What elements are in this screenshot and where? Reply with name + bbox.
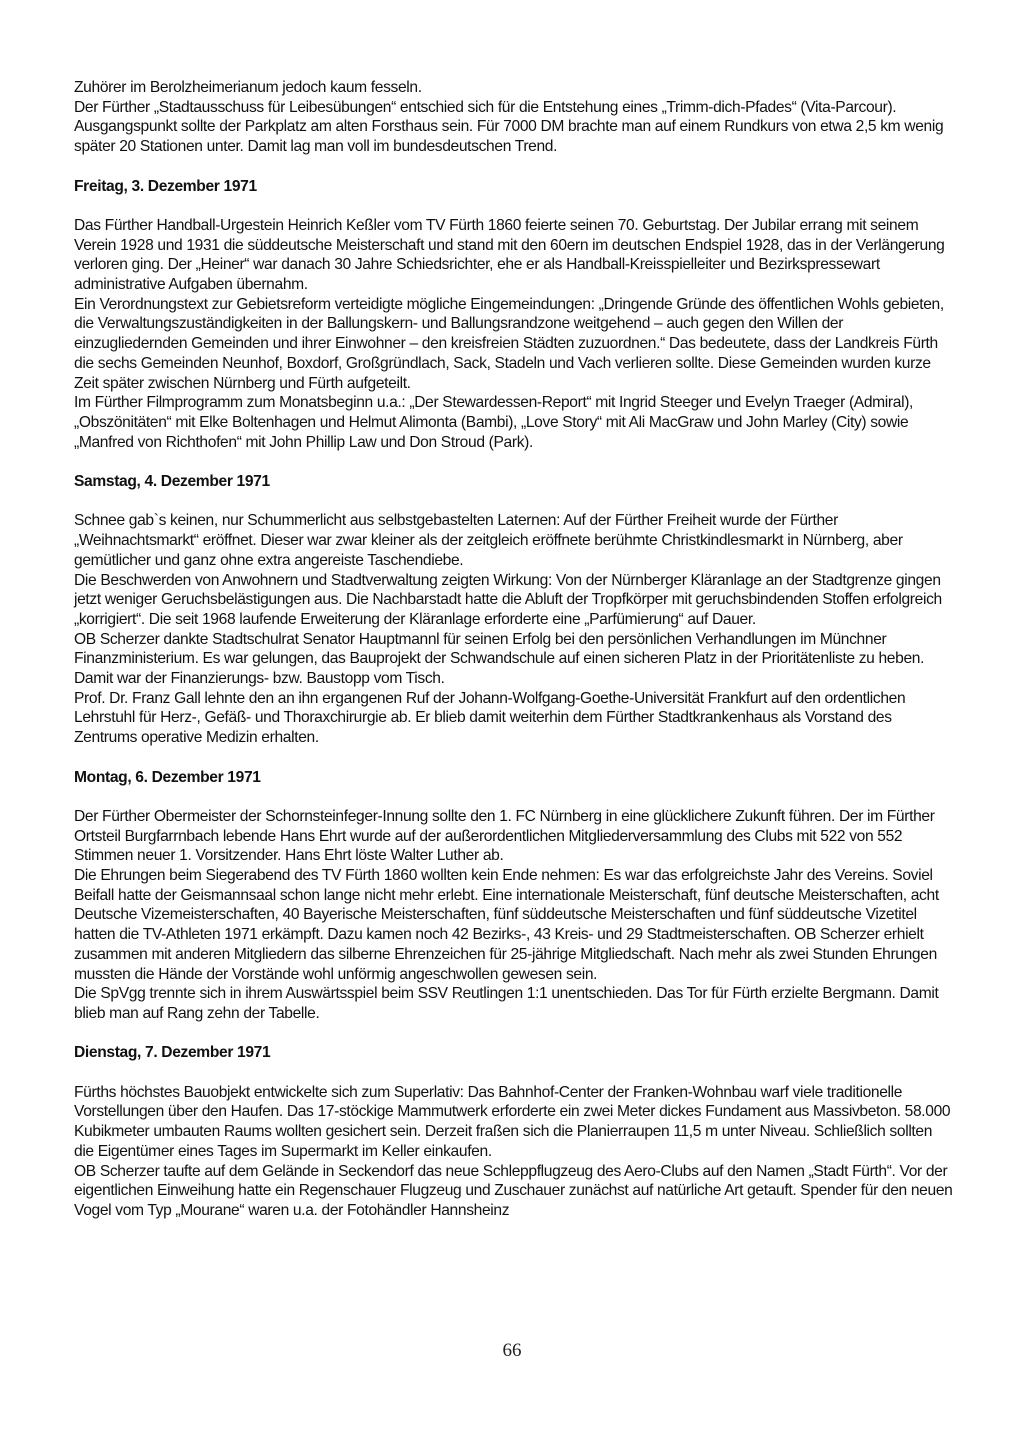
section-dienstag — [74, 1043, 954, 1220]
paragraph: Die Ehrungen beim Siegerabend des TV Fürth 1860 wollten kein Ende nehmen: Es war das erfolgreichste Jahr des Vereins. Soviel Beifall hatte der Geismannsaal schon lange nicht mehr erlebt. Eine internationale Meisterschaft, fünf deutsche Meisterschaften, acht Deutsche Vizemeisterschaften, 40 Bayerische Meisterschaften, fünf süddeutsche Meisterschaften und fünf süddeutsche Vizetitel hatten die TV-Athleten 1971 erkämpft. Dazu kamen noch 42 Bezirks-, 43 Kreis- und 29 Stadtmeisterschaften. OB Scherzer erhielt zusammen mit anderen Mitgliedern das silberne Ehrenzeichen für 25-jährige Mitgliedschaft. Nach mehr als zwei Stunden Ehrungen mussten die Hände der Vorstände wohl unförmig angeschwollen gewesen sein. — [74, 867, 939, 983]
document-body — [74, 78, 954, 1221]
section-heading: Samstag, 4. Dezember 1971 — [74, 473, 270, 491]
paragraph: Schnee gab`s keinen, nur Schummerlicht aus selbstgebastelten Laternen: Auf der Fürther Freiheit wurde der Fürther „Weihnachtsmarkt“ eröffnet. Dieser war zwar kleiner als der zeitgleich eröffnete berühmte Christkindlesmarkt in Nürnberg, aber gemütlicher und ganz ohne extra angereiste Taschendiebe. — [74, 512, 903, 569]
paragraph: Die SpVgg trennte sich in ihrem Auswärtsspiel beim SSV Reutlingen 1:1 unentschieden. Das Tor für Fürth erzielte Bergmann. Damit blieb man auf Rang zehn der Tabelle. — [74, 985, 939, 1022]
paragraph: Der Fürther „Stadtausschuss für Leibesübungen“ entschied sich für die Entstehung eines „Trimm-dich-Pfades“ (Vita-Parcour). Ausgangspunkt sollte der Parkplatz am alten Forsthaus sein. Für 7000 DM brachte man auf einem Rundkurs von etwa 2,5 km wenig später 20 Stationen unter. Damit lag man voll im bundesdeutschen Trend. — [74, 98, 944, 156]
section-samstag — [74, 472, 954, 748]
section-heading: Montag, 6. Dezember 1971 — [74, 768, 261, 786]
paragraph: Das Fürther Handball-Urgestein Heinrich Keßler vom TV Fürth 1860 feierte seinen 70. Geburtstag. Der Jubilar errang mit seinem Verein 1928 und 1931 die süddeutsche Meisterschaft und stand mit den 60ern im deutschen Endspiel 1928, das in der Verlängerung verloren ging. Der „Heiner“ war danach 30 Jahre Schiedsrichter, ehe er als Handball-Kreisspielleiter und Bezirkspressewart administrative Aufgaben übernahm. — [74, 216, 945, 293]
section-freitag — [74, 177, 954, 453]
paragraph: Fürths höchstes Bauobjekt entwickelte sich zum Superlativ: Das Bahnhof-Center der Franken-Wohnbau warf viele traditionelle Vorstellungen über den Haufen. Das 17-stöckige Mammutwerk erforderte ein zwei Meter dickes Fundament aus Massivbeton. 58.000 Kubikmeter umbauten Raums wollten gesichert sein. Derzeit fraßen sich die Planierraupen 11,5 m unter Niveau. Schließlich sollten die Eigentümer eines Tages im Supermarkt im Keller einkaufen. — [74, 1083, 951, 1160]
section-montag — [74, 768, 954, 1024]
paragraph: Der Fürther Obermeister der Schornsteinfeger-Innung sollte den 1. FC Nürnberg in eine glücklichere Zukunft führen. Der im Fürther Ortsteil Burgfarrnbach lebende Hans Ehrt wurde auf der außerordentlichen Mitgliederversammlung des Clubs mit 522 von 552 Stimmen neuer 1. Vorsitzender. Hans Ehrt löste Walter Luther ab. — [74, 807, 935, 865]
paragraph: Im Fürther Filmprogramm zum Monatsbeginn u.a.: „Der Stewardessen-Report“ mit Ingrid Steeger und Evelyn Traeger (Admiral), „Obszönitäten“ mit Elke Boltenhagen und Helmut Alimonta (Bambi), „Love Story“ mit Ali MacGraw und John Marley (City) sowie „Manfred von Richthofen“ mit John Phillip Law und Don Stroud (Park). — [74, 394, 914, 451]
paragraph: Zuhörer im Berolzheimerianum jedoch kaum fesseln. — [74, 79, 422, 96]
paragraph: Die Beschwerden von Anwohnern und Stadtverwaltung zeigten Wirkung: Von der Nürnberger Kläranlage an der Stadtgrenze gingen jetzt weniger Geruchsbelästigungen aus. Die Nachbarstadt hatte die Abluft der Tropfkörper mit geruchsbindenden Stoffen erfolgreich „korrigiert“. Die seit 1968 laufende Erweiterung der Kläranlage erforderte eine „Parfümierung“ auf Dauer. — [74, 571, 942, 628]
paragraph: OB Scherzer taufte auf dem Gelände in Seckendorf das neue Schleppflugzeug des Aero-Clubs auf den Namen „Stadt Fürth“. Vor der eigentlichen Einweihung hatte ein Regenschauer Flugzeug und Zuschauer zunächst auf natürliche Art getauft. Spender für den neuen Vogel vom Typ „Mourane“ waren u.a. der Fotohändler Hannsheinz — [74, 1162, 953, 1219]
paragraph: Ein Verordnungstext zur Gebietsreform verteidigte mögliche Eingemeindungen: „Dringende Gründe des öffentlichen Wohls gebieten, die Verwaltungszuständigkeiten in der Ballungskern- und Ballungsrandzone weitgehend – auch gegen den Willen der einzugliedernden Gemeinden und ihrer Einwohner – den kreisfreien Städten zuzuordnen.“ Das bedeutete, dass der Landkreis Fürth die sechs Gemeinden Neunhof, Boxdorf, Großgründlach, Sack, Stadeln und Vach verlieren sollte. Diese Gemeinden wurden kurze Zeit später zwischen Nürnberg und Fürth aufgeteilt. — [74, 295, 944, 392]
paragraph: OB Scherzer dankte Stadtschulrat Senator Hauptmannl für seinen Erfolg bei den persönlichen Verhandlungen im Münchner Finanzministerium. Es war gelungen, das Bauprojekt der Schwandschule auf einen sicheren Platz in der Prioritätenliste zu heben. Damit war der Finanzierungs- bzw. Baustopp vom Tisch. — [74, 630, 925, 688]
section-heading: Freitag, 3. Dezember 1971 — [74, 177, 257, 195]
paragraph: Prof. Dr. Franz Gall lehnte den an ihn ergangenen Ruf der Johann-Wolfgang-Goethe-Universität Frankfurt auf den ordentlichen Lehrstuhl für Herz-, Gefäß- und Thoraxchirurgie ab. Er blieb damit weiterhin dem Fürther Stadtkrankenhaus als Vorstand des Zentrums operative Medizin erhalten. — [74, 689, 906, 747]
page-number: 66 — [502, 1340, 522, 1361]
section-heading: Dienstag, 7. Dezember 1971 — [74, 1044, 271, 1062]
